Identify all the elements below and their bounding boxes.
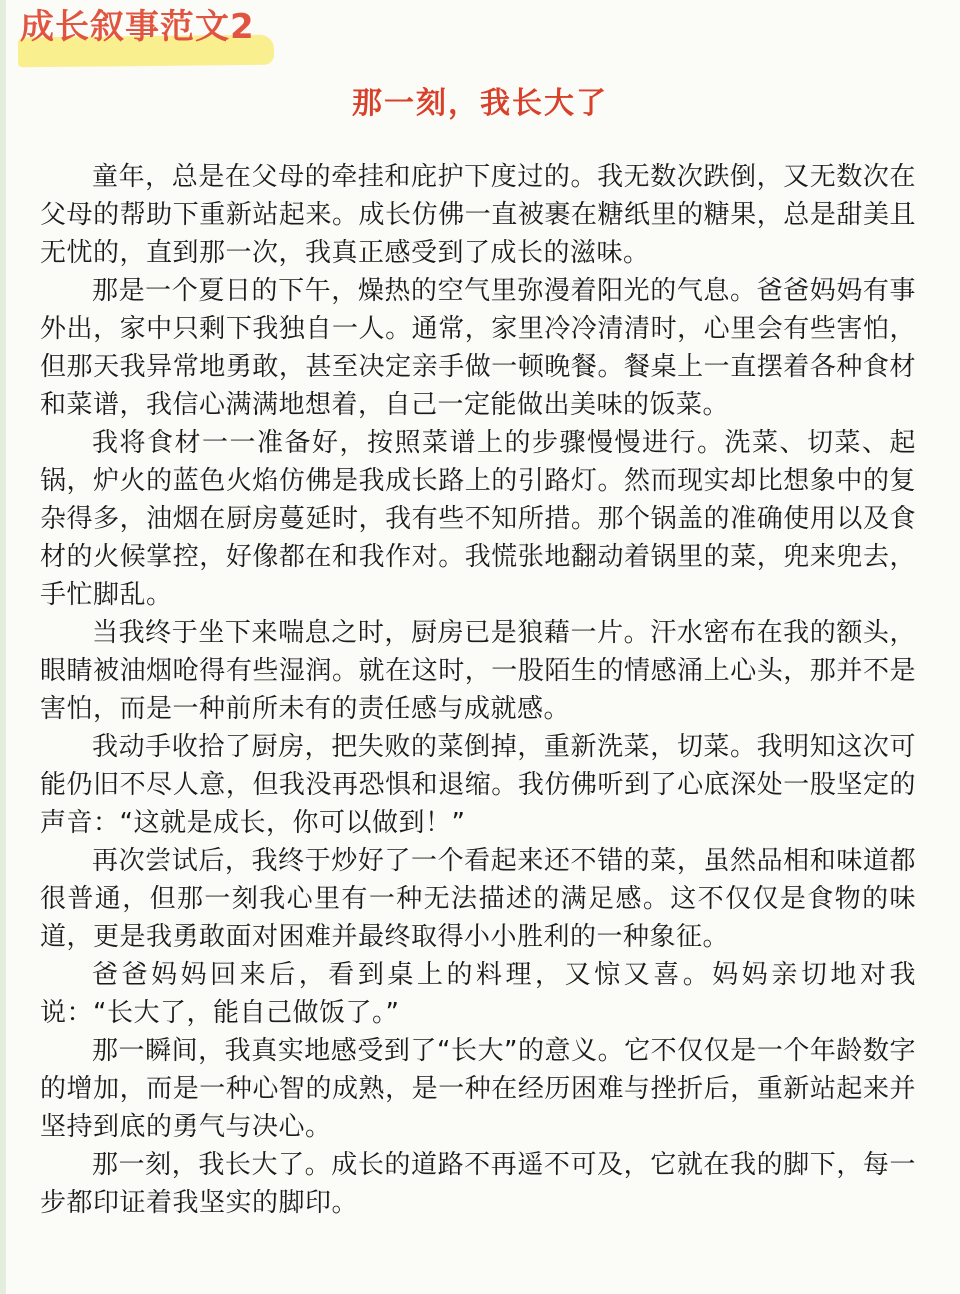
paragraph: 我动手收拾了厨房，把失败的菜倒掉，重新洗菜，切菜。我明知这次可能仍旧不尽人意，但我没再恐惧和退缩。我仿佛听到了心底深处一股坚定的声音：“这就是成长，你可以做到！” xyxy=(40,732,916,838)
paragraph: 当我终于坐下来喘息之时，厨房已是狼藉一片。汗水密布在我的额头，眼睛被油烟呛得有些湿润。就在这时，一股陌生的情感涌上心头，那并不是害怕，而是一种前所未有的责任感与成就感。 xyxy=(40,618,916,724)
paragraph: 那是一个夏日的下午，燥热的空气里弥漫着阳光的气息。爸爸妈妈有事外出，家中只剩下我独自一人。通常，家里冷冷清清时，心里会有些害怕，但那天我异常地勇敢，甚至决定亲手做一顿晚餐。餐桌上一直摆着各种食材和菜谱，我信心满满地想着，自己一定能做出美味的饭菜。 xyxy=(40,276,916,420)
series-label: 成长叙事范文2 xyxy=(20,7,255,47)
paragraph: 我将食材一一准备好，按照菜谱上的步骤慢慢进行。洗菜、切菜、起锅，炉火的蓝色火焰仿佛是我成长路上的引路灯。然而现实却比想象中的复杂得多，油烟在厨房蔓延时，我有些不知所措。那个锅盖的准确使用以及食材的火候掌控，好像都在和我作对。我慌张地翻动着锅里的菜，兜来兜去，手忙脚乱。 xyxy=(40,428,916,610)
header-banner xyxy=(14,6,276,70)
essay-title: 那一刻，我长大了 xyxy=(352,86,608,121)
paragraph: 童年，总是在父母的牵挂和庇护下度过的。我无数次跌倒，又无数次在父母的帮助下重新站起来。成长仿佛一直被裹在糖纸里的糖果，总是甜美且无忧的，直到那一次，我真正感受到了成长的滋味。 xyxy=(40,162,916,268)
essay-body xyxy=(40,158,916,1222)
paragraph: 再次尝试后，我终于炒好了一个看起来还不错的菜，虽然品相和味道都很普通，但那一刻我心里有一种无法描述的满足感。这不仅仅是食物的味道，更是我勇敢面对困难并最终取得小小胜利的一种象征。 xyxy=(40,846,916,952)
paragraph: 那一瞬间，我真实地感受到了“长大”的意义。它不仅仅是一个年龄数字的增加，而是一种心智的成熟，是一种在经历困难与挫折后，重新站起来并坚持到底的勇气与决心。 xyxy=(40,1036,916,1142)
page-edge-strip xyxy=(0,0,6,1294)
paragraph: 爸爸妈妈回来后，看到桌上的料理，又惊又喜。妈妈亲切地对我说：“长大了，能自己做饭了。” xyxy=(40,960,916,1028)
paragraph: 那一刻，我长大了。成长的道路不再遥不可及，它就在我的脚下，每一步都印证着我坚实的脚印。 xyxy=(40,1150,916,1218)
